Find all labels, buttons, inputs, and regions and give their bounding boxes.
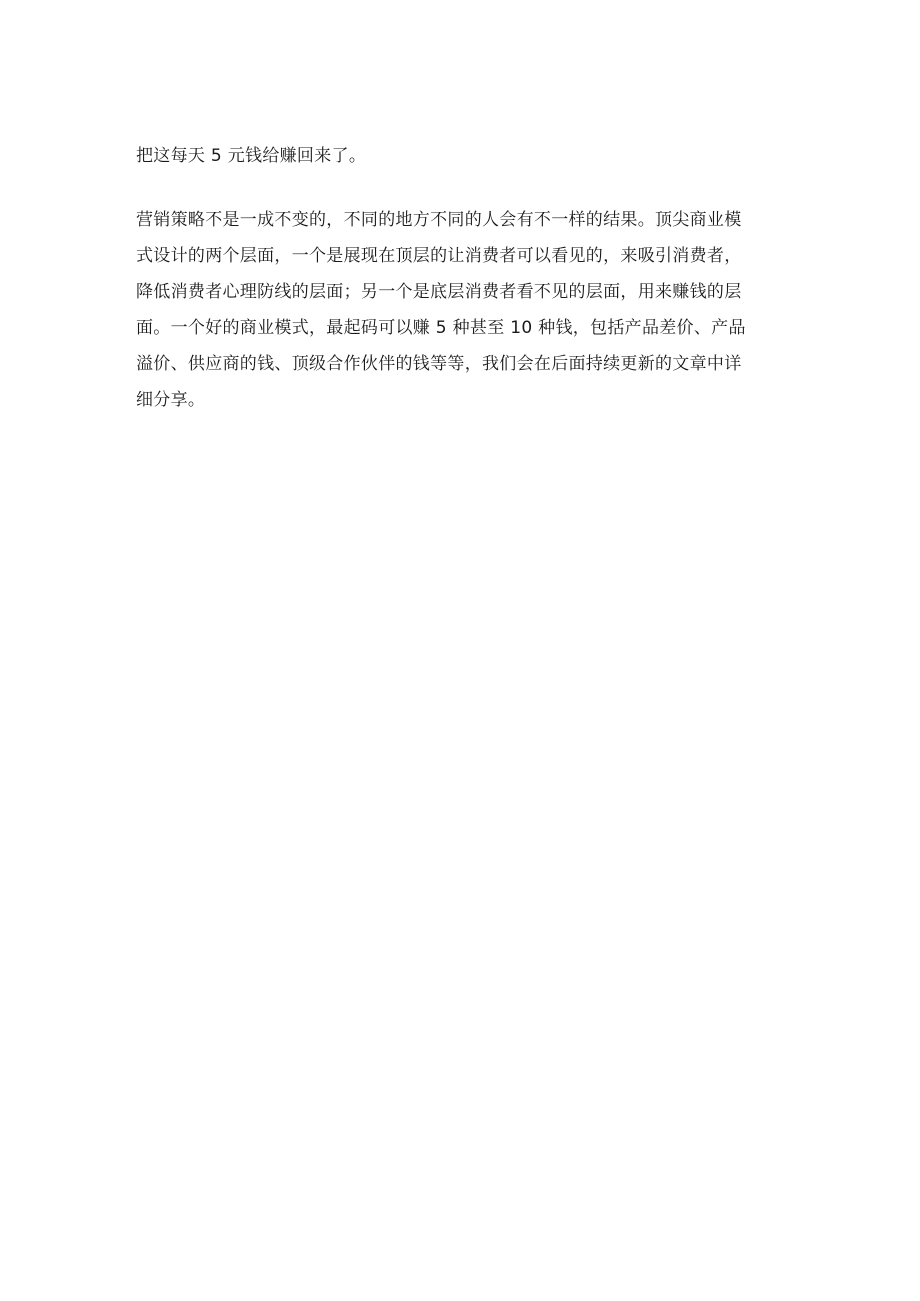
paragraph-line: 营销策略不是一成不变的，不同的地方不同的人会有不一样的结果。顶尖商业模: [136, 210, 742, 230]
paragraph-business-model: [136, 208, 796, 424]
paragraph-line: 溢价、供应商的钱、顶级合作伙伴的钱等等，我们会在后面持续更新的文章中详: [136, 354, 742, 374]
paragraph-earn-back: [136, 144, 796, 180]
paragraph-line: 把这每天 5 元钱给赚回来了。: [136, 146, 367, 166]
paragraph-line: 降低消费者心理防线的层面；另一个是底层消费者看不见的层面，用来赚钱的层: [136, 282, 742, 302]
paragraph-line: 细分享。: [136, 390, 206, 410]
paragraph-line: 式设计的两个层面，一个是展现在顶层的让消费者可以看见的，来吸引消费者，: [136, 246, 742, 266]
paragraph-line: 面。一个好的商业模式，最起码可以赚 5 种甚至 10 种钱，包括产品差价、产品: [136, 318, 746, 338]
